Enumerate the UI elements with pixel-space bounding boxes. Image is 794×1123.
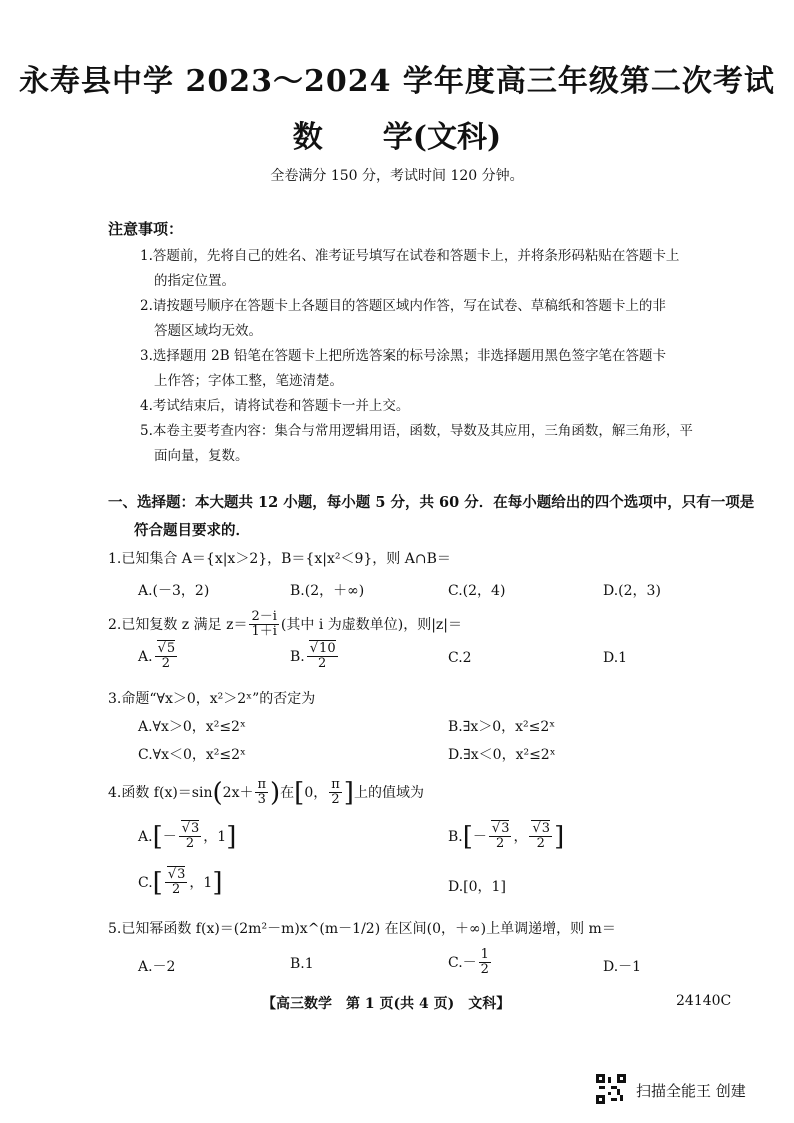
q2-option-a: A. √ $\frac{5}{2}$ <box>138 642 179 672</box>
q4-option-c: C.[ √ $\frac{3}{2}$ ，1] <box>138 868 222 898</box>
scanner-watermark: 扫描全能王 创建 <box>636 1082 746 1100</box>
qr-code-icon <box>596 1074 626 1104</box>
notice-line: 5.本卷主要考查内容：集合与常用逻辑用语，函数，导数及其应用，三角函数，解三角形，平 <box>140 423 693 439</box>
notice-line: 的指定位置。 <box>154 273 235 289</box>
q1-option-c: C.(2，4) <box>448 583 506 599</box>
subject-title: 数 学(文科) <box>292 120 502 155</box>
q3-option-b: B.∃x＞0，x²≤2ˣ <box>448 719 556 735</box>
exam-title: 永寿县中学 2023～2024 学年度高三年级第二次考试 <box>19 64 775 99</box>
q1-option-a: A.(－3，2) <box>138 583 210 599</box>
section-heading: 一、选择题：本大题共 12 小题，每小题 5 分，共 60 分．在每小题给出的四个选项中，只有一项是 <box>108 494 755 511</box>
notice-line: 4.考试结束后，请将试卷和答题卡一并上交。 <box>140 398 410 414</box>
notice-line: 3.选择题用 2B 铅笔在答题卡上把所选答案的标号涂黑；非选择题用黑色签字笔在答题卡 <box>140 348 666 364</box>
exam-meta: 全卷满分 150 分，考试时间 120 分钟。 <box>270 168 524 184</box>
q4-option-d: D.[0，1] <box>448 879 506 895</box>
notice-line: 上作答；字体工整，笔迹清楚。 <box>154 373 343 389</box>
q5-option-c: C.－ $\frac{1}{2}$ <box>448 947 489 978</box>
question-3-stem: 3.命题“∀x＞0，x²＞2ˣ”的否定为 <box>108 691 316 707</box>
q2-option-c: C.2 <box>448 650 472 666</box>
question-1-stem: 1.已知集合 A＝{x|x＞2}，B＝{x|x²＜9}，则 A∩B＝ <box>108 551 451 567</box>
q5-option-d: D.－1 <box>603 959 642 975</box>
section-heading-cont: 符合题目要求的． <box>134 522 250 539</box>
question-5-stem: 5.已知幂函数 f(x)＝(2m²－m)x^(m－1/2) 在区间(0，＋∞)上单调递增，则 m＝ <box>108 921 616 937</box>
exam-code: 24140C <box>676 993 732 1009</box>
q1-option-d: D.(2，3) <box>603 583 661 599</box>
notice-title: 注意事项： <box>108 220 184 238</box>
q2-option-b: B. √ $\frac{10}{2}$ <box>290 642 340 672</box>
question-4-stem: 4.函数 f(x)＝sin(2x＋ $\frac{\pi}{3}$ )在[0， $\frac{\pi}{2}$ ]上的值域为 <box>108 777 424 808</box>
notice-line: 2.请按题号顺序在答题卡上各题目的答题区域内作答，写在试卷、草稿纸和答题卡上的非 <box>140 298 666 314</box>
q4-option-b: B.[－ √ $\frac{3}{2}$ ， √ $\frac{3}{2}$ ] <box>448 822 564 852</box>
notice-line: 1.答题前，先将自己的姓名、准考证号填写在试卷和答题卡上，并将条形码粘贴在答题卡上 <box>140 248 680 264</box>
notice-line: 面向量，复数。 <box>154 448 249 464</box>
question-2-stem: 2.已知复数 z 满足 z＝ $\frac{2-i}{1+i}$ (其中 i 为虚数单位)，则|z|＝ <box>108 609 463 640</box>
q3-option-d: D.∃x＜0，x²≤2ˣ <box>448 747 556 763</box>
q5-option-a: A.－2 <box>138 959 176 975</box>
page-footer: 【高三数学 第 1 页(共 4 页) 文科】 <box>262 996 511 1012</box>
q4-option-a: A.[－ √ $\frac{3}{2}$ ，1] <box>138 822 236 852</box>
q1-option-b: B.(2，＋∞) <box>290 583 365 599</box>
q3-option-c: C.∀x＜0，x²≤2ˣ <box>138 747 246 763</box>
notice-line: 答题区域均无效。 <box>154 323 262 339</box>
q2-option-d: D.1 <box>603 650 628 666</box>
q5-option-b: B.1 <box>290 956 314 972</box>
q3-option-a: A.∀x＞0，x²≤2ˣ <box>138 719 246 735</box>
